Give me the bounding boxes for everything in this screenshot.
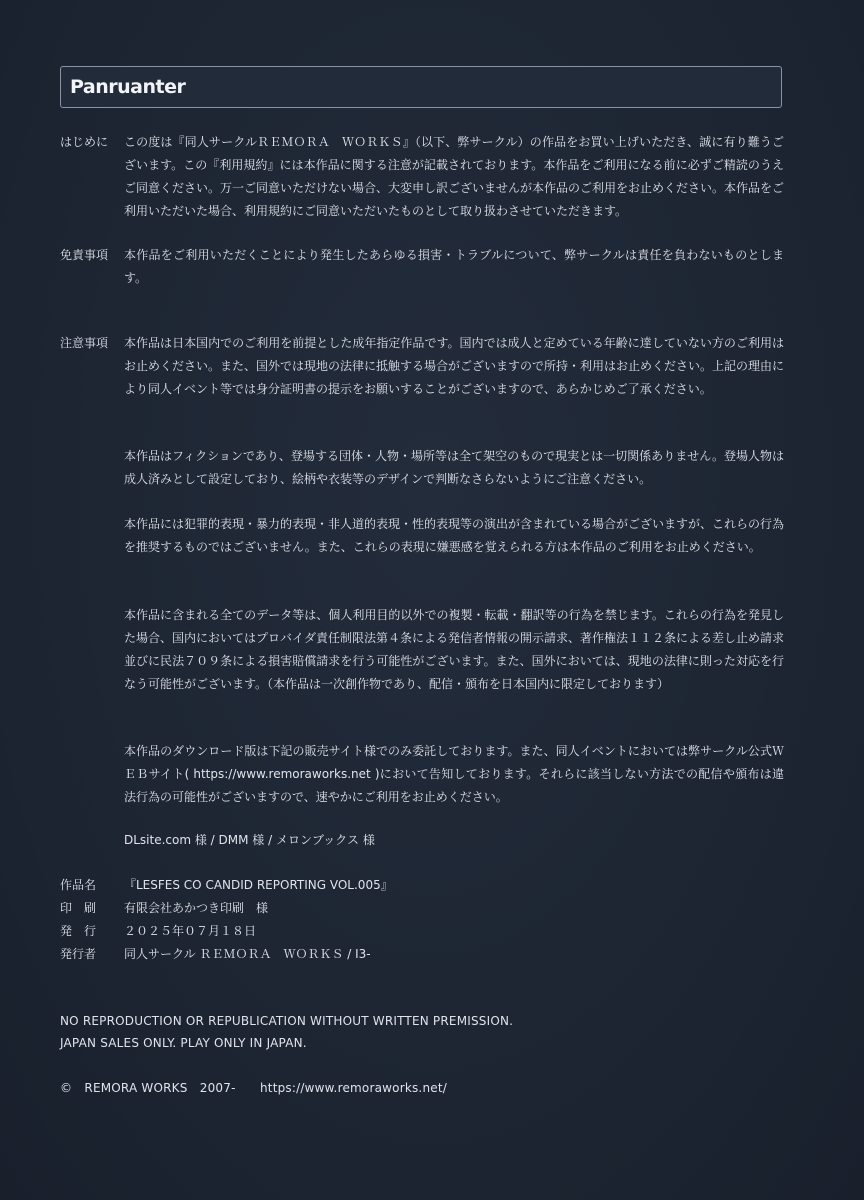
notes-paragraph-5: 本作品のダウンロード版は下記の販売サイト様でのみ委託しております。また、同人イベントにおいては弊サークル公式ＷＥＢサイト( https://www.remoraworks.net )において告知しております。それらに該当しない方法での配信や頒布は違法行為の可能性がございますので、速やかにご利用をお止めください。 bbox=[124, 744, 784, 804]
pub-value-print: 有限会社あかつき印刷 様 bbox=[124, 901, 269, 915]
title-box bbox=[60, 66, 782, 108]
notes-paragraph-3: 本作品には犯罪的表現・暴力的表現・非人道的表現・性的表現等の演出が含まれている場合がございますが、これらの行為を推奨するものではございません。また、これらの表現に嫌悪感を覚えられる方は本作品のご利用をお止めください。 bbox=[124, 517, 785, 554]
pub-label-print: 印 刷 bbox=[60, 901, 97, 915]
section-label-notes: 注意事項 bbox=[60, 336, 109, 350]
section-label-intro: はじめに bbox=[60, 135, 109, 149]
section-text-disclaimer: 本作品をご利用いただくことにより発生したあらゆる損害・トラブルについて、弊サークルは責任を負わないものとします。 bbox=[124, 248, 784, 285]
pub-label-issue: 発 行 bbox=[60, 924, 97, 938]
notes-retailers: DLsite.com 様 / DMM 様 / メロンブックス 様 bbox=[124, 833, 375, 847]
section-label-disclaimer: 免責事項 bbox=[60, 248, 109, 262]
pub-label-work: 作品名 bbox=[60, 878, 97, 892]
pub-value-work: 『LESFES CO CANDID REPORTING VOL.005』 bbox=[124, 878, 393, 892]
notes-paragraph-1: 本作品は日本国内でのご利用を前提とした成年指定作品です。国内では成人と定めている年齢に達していない方のご利用はお止めください。また、国外では現地の法律に抵触する場合がございますので所持・利用はお止めください。上記の理由により同人イベント等では身分証明書の提示をお願いすることがございますので、あらかじめご了承ください。 bbox=[124, 336, 785, 396]
footer-copyright: © REMORA WORKS 2007- https://www.remoraworks.net/ bbox=[60, 1081, 447, 1095]
pub-label-publisher: 発行者 bbox=[60, 947, 97, 961]
pub-value-issue: ２０２５年０７月１８日 bbox=[124, 924, 257, 938]
footer-no-reproduction: NO REPRODUCTION OR REPUBLICATION WITHOUT WRITTEN PREMISSION. bbox=[60, 1014, 514, 1028]
footer-japan-only: JAPAN SALES ONLY. PLAY ONLY IN JAPAN. bbox=[60, 1036, 307, 1050]
notes-paragraph-4: 本作品に含まれる全てのデータ等は、個人利用目的以外での複製・転載・翻訳等の行為を禁じます。これらの行為を発見した場合、国内においてはプロバイダ責任制限法第４条による発信者情報の開示請求、著作権法１１２条による差し止め請求並びに民法７０９条による損害賠償請求を行う可能性がございます。また、国外においては、現地の法律に則った対応を行なう可能性がございます。（本作品は一次創作物であり、配信・頒布を日本国内に限定しております） bbox=[124, 608, 785, 691]
pub-value-publisher: 同人サークル ＲＥＭＯＲＡ ＷＯＲＫＳ / I3- bbox=[124, 947, 371, 961]
section-text-intro: この度は『同人サークルＲＥＭＯＲＡ ＷＯＲＫＳ』（以下、弊サークル）の作品をお買い上げいただき、誠に有り難うございます。この『利用規約』には本作品に関する注意が記載されております。本作品をご利用になる前に必ずご精読のうえご同意ください。万一ご同意いただけない場合、大変申し訳ございませんが本作品のご利用をお止めください。本作品をご利用いただいた場合、利用規約にご同意いただいたものとして取り扱わさせていただきます。 bbox=[124, 135, 785, 218]
page-title: Panruanter bbox=[70, 76, 186, 98]
notes-paragraph-2: 本作品はフィクションであり、登場する団体・人物・場所等は全て架空のもので現実とは一切関係ありません。登場人物は成人済みとして設定しており、絵柄や衣装等のデザインで判断なさらないようにご注意ください。 bbox=[124, 449, 784, 486]
